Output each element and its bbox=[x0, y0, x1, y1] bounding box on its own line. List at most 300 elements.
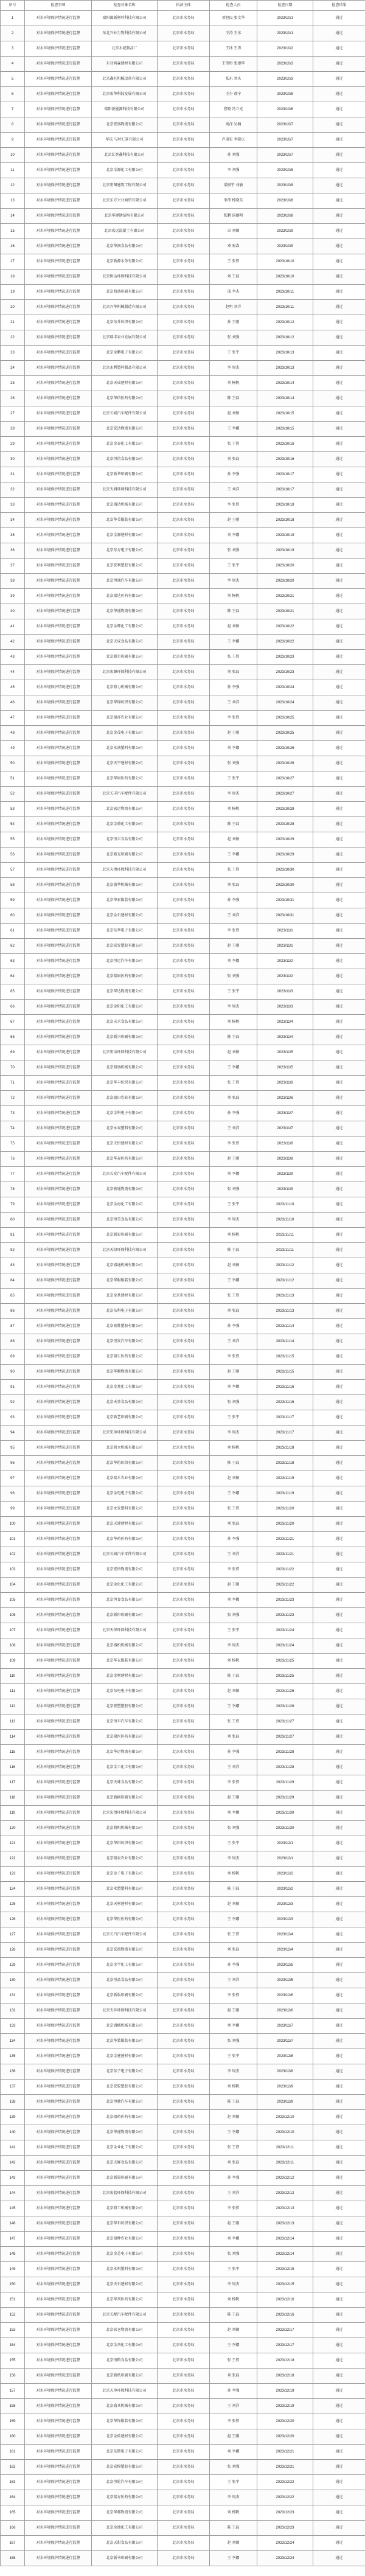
cell-authority: 北京市水务局 bbox=[158, 2460, 210, 2475]
cell-result: 通过 bbox=[313, 1988, 365, 2003]
cell-item: 对水环境保护情况进行监督 bbox=[25, 2003, 92, 2019]
cell-inspectors: 刘 张磊 bbox=[210, 1730, 257, 1745]
cell-date: 2023/12/10 bbox=[257, 2110, 313, 2125]
cell-authority: 北京市水务局 bbox=[158, 1258, 210, 1273]
table-row bbox=[1, 224, 365, 239]
cell-index: 81 bbox=[1, 1228, 25, 1243]
table-row bbox=[1, 2475, 365, 2490]
table-row bbox=[1, 11, 365, 26]
cell-date: 2023/12/8 bbox=[257, 2064, 313, 2080]
cell-inspectors: 王 李娜 bbox=[210, 1273, 257, 1289]
cell-result: 通过 bbox=[313, 2171, 365, 2186]
cell-authority: 北京市水务局 bbox=[158, 1349, 210, 1365]
table-row bbox=[1, 330, 365, 346]
table-row bbox=[1, 2414, 365, 2429]
table-row bbox=[1, 2247, 365, 2262]
cell-target: 北京华邮物流有限公司 bbox=[92, 2505, 158, 2521]
cell-index: 85 bbox=[1, 1289, 25, 1304]
cell-target: 北京长汽汽车配件有限公司 bbox=[92, 1927, 158, 1943]
table-row bbox=[1, 1395, 365, 1410]
cell-authority: 北京市水务局 bbox=[158, 1015, 210, 1030]
cell-date: 2023/10/14 bbox=[257, 391, 313, 406]
table-row bbox=[1, 2399, 365, 2414]
cell-item: 对水环境保护情况进行监督 bbox=[25, 1608, 92, 1623]
cell-item: 对水环境保护情况进行监督 bbox=[25, 361, 92, 376]
cell-target: 北京金电电子有限公司 bbox=[92, 1486, 158, 1502]
cell-index: 57 bbox=[1, 863, 25, 878]
cell-inspectors: 李 张伟 bbox=[210, 924, 257, 939]
cell-result: 通过 bbox=[313, 2551, 365, 2566]
cell-inspectors: 刘 张磊 bbox=[210, 1943, 257, 1958]
cell-inspectors: 刘 张磊 bbox=[210, 1304, 257, 1319]
cell-authority: 北京市水务局 bbox=[158, 148, 210, 163]
cell-inspectors: 李 张伟 bbox=[210, 1137, 257, 1152]
cell-authority: 北京市水务局 bbox=[158, 254, 210, 270]
cell-target: 北京瑞田农业有限公司 bbox=[92, 1091, 158, 1106]
cell-inspectors: 赵 王刚 bbox=[210, 1791, 257, 1806]
cell-result: 通过 bbox=[313, 1121, 365, 1137]
cell-index: 139 bbox=[1, 2110, 25, 2125]
cell-index: 31 bbox=[1, 467, 25, 482]
cell-result: 通过 bbox=[313, 1943, 365, 1958]
table-row bbox=[1, 1334, 365, 1349]
cell-inspectors: 张 王伟 bbox=[210, 650, 257, 665]
cell-inspectors: 王 张宇 bbox=[210, 1836, 257, 1851]
cell-inspectors: 刘 张磊 bbox=[210, 2156, 257, 2171]
cell-authority: 北京市水务局 bbox=[158, 452, 210, 467]
cell-target: 北京金剂化工有限公司 bbox=[92, 2338, 158, 2353]
cell-date: 2023/10/11 bbox=[257, 300, 313, 315]
cell-target: 北京金业化工有限公司 bbox=[92, 2140, 158, 2156]
cell-date: 2023/10/27 bbox=[257, 771, 313, 787]
cell-inspectors: 李 周杰 bbox=[210, 1638, 257, 1654]
table-row bbox=[1, 924, 365, 939]
cell-index: 16 bbox=[1, 239, 25, 254]
cell-target: 北京东微电子有限公司 bbox=[92, 2445, 158, 2460]
cell-item: 对水环境保护情况进行监督 bbox=[25, 1334, 92, 1349]
cell-target: 北京天禾食品有限公司 bbox=[92, 1015, 158, 1030]
cell-result: 通过 bbox=[313, 939, 365, 954]
cell-authority: 北京市水务局 bbox=[158, 102, 210, 117]
table-row bbox=[1, 2232, 365, 2247]
cell-authority: 北京市水务局 bbox=[158, 2186, 210, 2201]
cell-inspectors: 李 张伟 bbox=[210, 1349, 257, 1365]
cell-authority: 北京市水务局 bbox=[158, 2171, 210, 2186]
cell-result: 通过 bbox=[313, 178, 365, 193]
table-row bbox=[1, 848, 365, 863]
table-row bbox=[1, 1608, 365, 1623]
cell-index: 98 bbox=[1, 1486, 25, 1502]
cell-authority: 北京市水务局 bbox=[158, 1867, 210, 1882]
cell-inspectors: 陈 王磊 bbox=[210, 817, 257, 832]
cell-result: 通过 bbox=[313, 2201, 365, 2216]
cell-item: 对水环境保护情况进行监督 bbox=[25, 2019, 92, 2034]
cell-authority: 北京市水务局 bbox=[158, 2110, 210, 2125]
table-row bbox=[1, 1791, 365, 1806]
cell-date: 2023/10/15 bbox=[257, 406, 313, 422]
cell-authority: 北京市水务局 bbox=[158, 1608, 210, 1623]
cell-target: 北京恒驰汽车有限公司 bbox=[92, 2095, 158, 2110]
cell-date: 2023/12/9 bbox=[257, 2095, 313, 2110]
cell-inspectors: 王 张宇 bbox=[210, 1410, 257, 1426]
cell-date: 2023/10/18 bbox=[257, 498, 313, 513]
cell-item: 对水环境保护情况进行监督 bbox=[25, 2460, 92, 2475]
cell-result: 通过 bbox=[313, 893, 365, 908]
cell-result: 通过 bbox=[313, 2125, 365, 2140]
cell-date: 2023/10/13 bbox=[257, 346, 313, 361]
cell-index: 91 bbox=[1, 1380, 25, 1395]
cell-item: 对水环境保护情况进行监督 bbox=[25, 1121, 92, 1137]
cell-date: 2023/12/14 bbox=[257, 2247, 313, 2262]
cell-result: 通过 bbox=[313, 954, 365, 969]
cell-item: 对水环境保护情况进行监督 bbox=[25, 954, 92, 969]
cell-authority: 北京市水务局 bbox=[158, 1593, 210, 1608]
cell-item: 对水环境保护情况进行监督 bbox=[25, 1973, 92, 1988]
cell-inspectors: 刘 王磊 bbox=[210, 270, 257, 285]
cell-index: 165 bbox=[1, 2505, 25, 2521]
cell-target: 北京天清环保科技有限公司 bbox=[92, 863, 158, 878]
cell-inspectors: 张 刘强 bbox=[210, 969, 257, 984]
header-index: 序号 bbox=[1, 1, 25, 11]
table-row bbox=[1, 1137, 365, 1152]
table-row bbox=[1, 1167, 365, 1182]
table-row bbox=[1, 209, 365, 224]
cell-authority: 北京市水务局 bbox=[158, 2019, 210, 2034]
cell-index: 78 bbox=[1, 1182, 25, 1197]
table-row bbox=[1, 1547, 365, 1562]
cell-item: 对水环境保护情况进行监督 bbox=[25, 57, 92, 72]
table-row bbox=[1, 2216, 365, 2232]
cell-target: 北京恒运汽车有限公司 bbox=[92, 954, 158, 969]
cell-index: 142 bbox=[1, 2156, 25, 2171]
cell-result: 通过 bbox=[313, 1243, 365, 1258]
cell-authority: 北京市水务局 bbox=[158, 1167, 210, 1182]
cell-result: 通过 bbox=[313, 209, 365, 224]
cell-item: 对水环境保护情况进行监督 bbox=[25, 1714, 92, 1730]
cell-item: 对水环境保护情况进行监督 bbox=[25, 2323, 92, 2338]
cell-authority: 北京市水务局 bbox=[158, 2216, 210, 2232]
cell-date: 2023/11/2 bbox=[257, 969, 313, 984]
header-target: 检查对象名称 bbox=[92, 1, 158, 11]
cell-result: 通过 bbox=[313, 2095, 365, 2110]
cell-target: 北京宏净环保科技有限公司 bbox=[92, 1426, 158, 1441]
table-row bbox=[1, 908, 365, 924]
cell-result: 通过 bbox=[313, 1000, 365, 1015]
cell-target: 北京东华电子有限公司 bbox=[92, 924, 158, 939]
cell-item: 对水环境保护情况进行监督 bbox=[25, 1197, 92, 1213]
cell-result: 通过 bbox=[313, 2247, 365, 2262]
cell-index: 135 bbox=[1, 2049, 25, 2064]
cell-date: 2023/11/7 bbox=[257, 1121, 313, 1137]
cell-item: 对水环境保护情况进行监督 bbox=[25, 11, 92, 26]
cell-date: 2023/10/22 bbox=[257, 619, 313, 635]
cell-date: 2023/11/26 bbox=[257, 1699, 313, 1714]
cell-result: 通过 bbox=[313, 878, 365, 893]
cell-date: 2023/11/19 bbox=[257, 1486, 313, 1502]
cell-index: 17 bbox=[1, 254, 25, 270]
cell-inspectors: 赵 王刚 bbox=[210, 2003, 257, 2019]
cell-authority: 北京市水务局 bbox=[158, 1578, 210, 1593]
cell-target: 北京宏塑塑胶有限公司 bbox=[92, 1699, 158, 1714]
cell-inspectors: 李 张伟 bbox=[210, 1562, 257, 1578]
cell-target: 北京盛通机械有限公司 bbox=[92, 1258, 158, 1273]
cell-index: 97 bbox=[1, 1471, 25, 1486]
cell-item: 对水环境保护情况进行监督 bbox=[25, 1456, 92, 1471]
cell-authority: 北京市水务局 bbox=[158, 832, 210, 848]
cell-date: 2023/11/17 bbox=[257, 1410, 313, 1426]
cell-authority: 北京市水务局 bbox=[158, 1152, 210, 1167]
table-row bbox=[1, 2384, 365, 2399]
cell-date: 2023/10/25 bbox=[257, 726, 313, 741]
cell-item: 对水环境保护情况进行监督 bbox=[25, 1532, 92, 1547]
cell-item: 对水环境保护情况进行监督 bbox=[25, 2384, 92, 2399]
cell-item: 对水环境保护情况进行监督 bbox=[25, 1060, 92, 1076]
cell-result: 通过 bbox=[313, 2019, 365, 2034]
cell-item: 对水环境保护情况进行监督 bbox=[25, 1091, 92, 1106]
cell-index: 64 bbox=[1, 969, 25, 984]
cell-result: 通过 bbox=[313, 1395, 365, 1410]
cell-result: 通过 bbox=[313, 102, 365, 117]
cell-index: 116 bbox=[1, 1760, 25, 1775]
cell-authority: 北京市水务局 bbox=[158, 893, 210, 908]
cell-authority: 北京市水务局 bbox=[158, 117, 210, 133]
table-row bbox=[1, 1973, 365, 1988]
table-row bbox=[1, 270, 365, 285]
cell-result: 通过 bbox=[313, 224, 365, 239]
cell-target: 北京金源建材有限公司 bbox=[92, 528, 158, 543]
cell-result: 通过 bbox=[313, 41, 365, 57]
table-row bbox=[1, 771, 365, 787]
cell-inspectors: 刘 杨帆 bbox=[210, 1654, 257, 1669]
table-row bbox=[1, 954, 365, 969]
cell-index: 105 bbox=[1, 1593, 25, 1608]
cell-target: 北京金工化工有限公司 bbox=[92, 1760, 158, 1775]
cell-inspectors: 王彤彤 张建华 bbox=[210, 57, 257, 72]
cell-inspectors: 刘 杨帆 bbox=[210, 1015, 257, 1030]
cell-result: 通过 bbox=[313, 1714, 365, 1730]
table-row bbox=[1, 1060, 365, 1076]
cell-inspectors: 刘 杨帆 bbox=[210, 802, 257, 817]
cell-index: 147 bbox=[1, 2232, 25, 2247]
table-row bbox=[1, 406, 365, 422]
cell-target: 北京华信医药有限公司 bbox=[92, 391, 158, 406]
cell-authority: 北京市水务局 bbox=[158, 437, 210, 452]
cell-target: 北京天润环保科技有限公司 bbox=[92, 482, 158, 498]
cell-inspectors: 孙 李强 bbox=[210, 1319, 257, 1334]
cell-date: 2023/12/19 bbox=[257, 2399, 313, 2414]
cell-result: 通过 bbox=[313, 1578, 365, 1593]
cell-date: 2023/10/9 bbox=[257, 239, 313, 254]
cell-inspectors: 李 张伟 bbox=[210, 711, 257, 726]
cell-inspectors: 李 张伟 bbox=[210, 498, 257, 513]
cell-target: 北京华顺物流有限公司 bbox=[92, 1365, 158, 1380]
cell-inspectors: 王 刘洋 bbox=[210, 1334, 257, 1349]
cell-result: 通过 bbox=[313, 1821, 365, 1836]
cell-item: 对水环境保护情况进行监督 bbox=[25, 1243, 92, 1258]
cell-index: 56 bbox=[1, 848, 25, 863]
cell-date: 2023/11/16 bbox=[257, 1380, 313, 1395]
cell-result: 通过 bbox=[313, 376, 365, 391]
cell-authority: 北京市水务局 bbox=[158, 346, 210, 361]
cell-result: 通过 bbox=[313, 1289, 365, 1304]
table-row bbox=[1, 2353, 365, 2369]
cell-authority: 北京市水务局 bbox=[158, 300, 210, 315]
cell-inspectors: 孙 李强 bbox=[210, 2171, 257, 2186]
cell-target: 北京新光印刷有限公司 bbox=[92, 848, 158, 863]
cell-date: 2023/10/5 bbox=[257, 87, 313, 102]
cell-authority: 北京市水务局 bbox=[158, 26, 210, 41]
cell-authority: 北京市水务局 bbox=[158, 2505, 210, 2521]
cell-authority: 北京市水务局 bbox=[158, 193, 210, 209]
cell-target: 北京天鲜食品有限公司 bbox=[92, 2156, 158, 2171]
cell-item: 对水环境保护情况进行监督 bbox=[25, 163, 92, 178]
table-row bbox=[1, 1502, 365, 1517]
cell-item: 对水环境保护情况进行监督 bbox=[25, 1760, 92, 1775]
cell-result: 通过 bbox=[313, 635, 365, 650]
cell-target: 北京天净环保科技有限公司 bbox=[92, 2384, 158, 2399]
cell-date: 2023/12/4 bbox=[257, 1927, 313, 1943]
cell-item: 对水环境保护情况进行监督 bbox=[25, 1943, 92, 1958]
cell-index: 133 bbox=[1, 2019, 25, 2034]
cell-authority: 北京市水务局 bbox=[158, 361, 210, 376]
table-row bbox=[1, 1745, 365, 1760]
table-row bbox=[1, 102, 365, 117]
cell-index: 143 bbox=[1, 2171, 25, 2186]
table-row bbox=[1, 1943, 365, 1958]
cell-result: 通过 bbox=[313, 924, 365, 939]
cell-index: 58 bbox=[1, 878, 25, 893]
cell-authority: 北京市水务局 bbox=[158, 1395, 210, 1410]
cell-date: 2023/11/20 bbox=[257, 1517, 313, 1532]
cell-date: 2023/12/15 bbox=[257, 2277, 313, 2292]
cell-date: 2023/11/3 bbox=[257, 984, 313, 1000]
cell-inspectors: 赵 刘敏 bbox=[210, 619, 257, 635]
table-row bbox=[1, 726, 365, 741]
cell-inspectors: 张东 刘庆 bbox=[210, 72, 257, 87]
cell-inspectors: 曹晓 冯立光 bbox=[210, 102, 257, 117]
cell-inspectors: 李 周杰 bbox=[210, 2064, 257, 2080]
table-row bbox=[1, 1304, 365, 1319]
cell-inspectors: 邓 宏森 bbox=[210, 239, 257, 254]
cell-index: 11 bbox=[1, 163, 25, 178]
cell-target: 北京金辉化工有限公司 bbox=[92, 619, 158, 635]
cell-item: 对水环境保护情况进行监督 bbox=[25, 2262, 92, 2277]
cell-result: 通过 bbox=[313, 650, 365, 665]
cell-item: 对水环境保护情况进行监督 bbox=[25, 1806, 92, 1821]
cell-date: 2023/10/8 bbox=[257, 193, 313, 209]
cell-target: 北京华通物流有限公司 bbox=[92, 604, 158, 619]
cell-target: 东亚鸿森建材有限公司 bbox=[92, 57, 158, 72]
cell-index: 134 bbox=[1, 2034, 25, 2049]
cell-result: 通过 bbox=[313, 1076, 365, 1091]
cell-inspectors: 王 刘洋 bbox=[210, 2186, 257, 2201]
cell-item: 对水环境保护情况进行监督 bbox=[25, 2049, 92, 2064]
cell-inspectors: 张 刘强 bbox=[210, 1395, 257, 1410]
cell-index: 55 bbox=[1, 832, 25, 848]
cell-item: 对水环境保护情况进行监督 bbox=[25, 939, 92, 954]
cell-inspectors: 赵 王刚 bbox=[210, 726, 257, 741]
cell-item: 对水环境保护情况进行监督 bbox=[25, 1638, 92, 1654]
cell-authority: 北京市水务局 bbox=[158, 1000, 210, 1015]
cell-authority: 北京市水务局 bbox=[158, 1121, 210, 1137]
cell-date: 2023/10/14 bbox=[257, 376, 313, 391]
cell-inspectors: 张 刘强 bbox=[210, 1182, 257, 1197]
table-row bbox=[1, 2338, 365, 2353]
cell-index: 106 bbox=[1, 1608, 25, 1623]
cell-item: 对水环境保护情况进行监督 bbox=[25, 650, 92, 665]
cell-target: 北京天成食品有限公司 bbox=[92, 635, 158, 650]
cell-date: 2023/12/4 bbox=[257, 1943, 313, 1958]
cell-result: 通过 bbox=[313, 1532, 365, 1547]
cell-date: 2023/10/22 bbox=[257, 635, 313, 650]
cell-date: 2023/12/22 bbox=[257, 2475, 313, 2490]
cell-index: 141 bbox=[1, 2140, 25, 2156]
table-row bbox=[1, 2445, 365, 2460]
cell-authority: 北京市水务局 bbox=[158, 1030, 210, 1045]
cell-item: 对水环境保护情况进行监督 bbox=[25, 2445, 92, 2460]
cell-index: 27 bbox=[1, 406, 25, 422]
cell-item: 对水环境保护情况进行监督 bbox=[25, 422, 92, 437]
cell-target: 北京瑞药医药有限公司 bbox=[92, 2110, 158, 2125]
cell-index: 23 bbox=[1, 346, 25, 361]
table-row bbox=[1, 2140, 365, 2156]
table-row bbox=[1, 1988, 365, 2003]
cell-result: 通过 bbox=[313, 2460, 365, 2475]
cell-target: 北京宏流物流有限公司 bbox=[92, 1943, 158, 1958]
table-row bbox=[1, 2186, 365, 2201]
cell-target: 北京新艺印刷有限公司 bbox=[92, 1410, 158, 1426]
cell-result: 通过 bbox=[313, 1593, 365, 1608]
cell-index: 73 bbox=[1, 1106, 25, 1121]
cell-index: 84 bbox=[1, 1273, 25, 1289]
cell-inspectors: 张 刘强 bbox=[210, 330, 257, 346]
cell-date: 2023/11/4 bbox=[257, 1030, 313, 1045]
cell-date: 2023/10/28 bbox=[257, 817, 313, 832]
cell-index: 157 bbox=[1, 2384, 25, 2399]
cell-index: 26 bbox=[1, 391, 25, 406]
cell-inspectors: 陈 王磊 bbox=[210, 1456, 257, 1471]
table-row bbox=[1, 619, 365, 635]
cell-index: 86 bbox=[1, 1304, 25, 1319]
cell-inspectors: 张 王伟 bbox=[210, 863, 257, 878]
cell-date: 2023/12/23 bbox=[257, 2521, 313, 2536]
cell-inspectors: 陈 王磊 bbox=[210, 1030, 257, 1045]
cell-index: 145 bbox=[1, 2201, 25, 2216]
cell-target: 北京恒达环保科技有限公司 bbox=[92, 270, 158, 285]
cell-target: 北京华美服装有限公司 bbox=[92, 513, 158, 528]
cell-date: 2023/12/23 bbox=[257, 2505, 313, 2521]
cell-result: 通过 bbox=[313, 2429, 365, 2445]
cell-inspectors: 赵 王刚 bbox=[210, 2429, 257, 2445]
table-row bbox=[1, 1486, 365, 1502]
cell-item: 对水环境保护情况进行监督 bbox=[25, 2080, 92, 2095]
cell-result: 通过 bbox=[313, 2414, 365, 2429]
cell-inspectors: 张 王伟 bbox=[210, 1714, 257, 1730]
table-row bbox=[1, 1243, 365, 1258]
cell-authority: 北京市水务局 bbox=[158, 41, 210, 57]
cell-target: 北京华达物流有限公司 bbox=[92, 984, 158, 1000]
cell-index: 20 bbox=[1, 300, 25, 315]
cell-index: 62 bbox=[1, 939, 25, 954]
table-row bbox=[1, 2490, 365, 2505]
cell-index: 119 bbox=[1, 1806, 25, 1821]
cell-authority: 北京市水务局 bbox=[158, 589, 210, 604]
cell-inspectors: 王 李娜 bbox=[210, 635, 257, 650]
cell-target: 北京盛达机械有限公司 bbox=[92, 498, 158, 513]
cell-date: 2023/11/5 bbox=[257, 1045, 313, 1060]
cell-target: 北京华丰纺织有限公司 bbox=[92, 1076, 158, 1091]
cell-item: 对水环境保护情况进行监督 bbox=[25, 254, 92, 270]
